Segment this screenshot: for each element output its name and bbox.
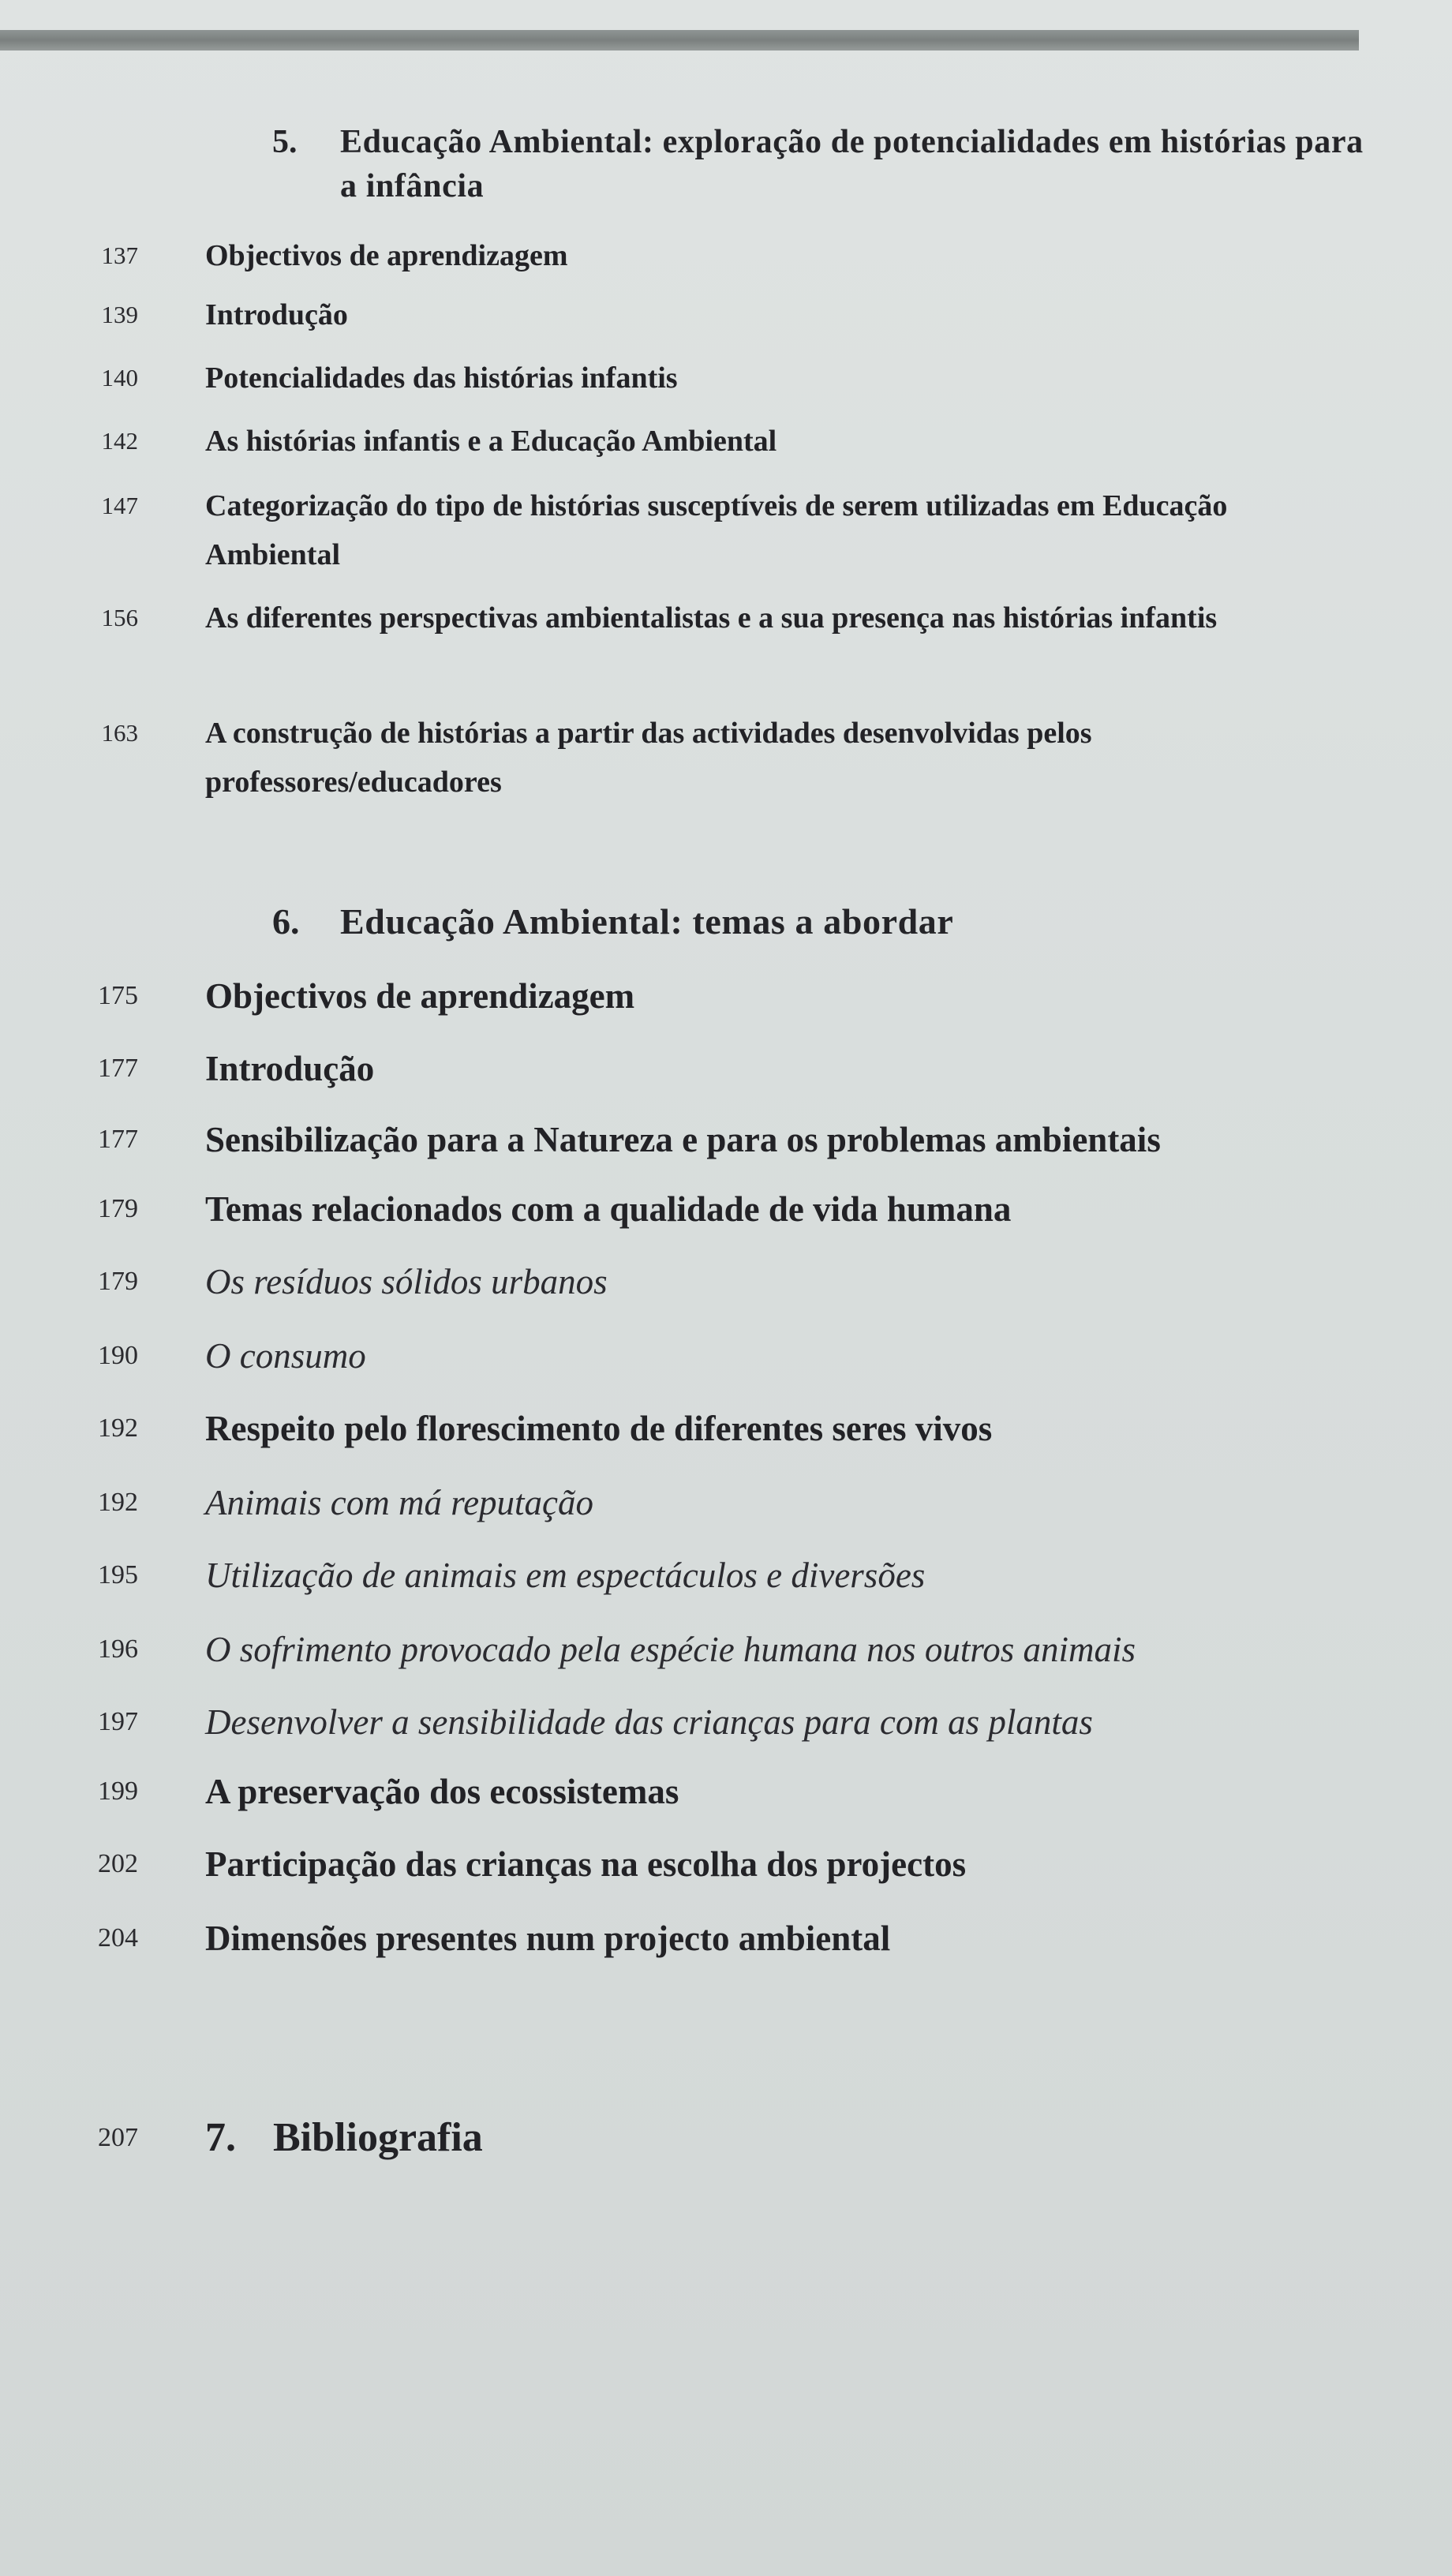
page-number: 179 bbox=[98, 1267, 138, 1296]
entry-title: Objectivos de aprendizagem bbox=[205, 976, 635, 1016]
entry-title: Temas relacionados com a qualidade de vida humana bbox=[205, 1189, 1012, 1229]
entry-title: As histórias infantis e a Educação Ambiental bbox=[205, 425, 777, 458]
page-number: 137 bbox=[101, 242, 138, 269]
page-number: 177 bbox=[98, 1054, 138, 1083]
chapter-number: 5. bbox=[272, 124, 298, 160]
toc-entry bbox=[0, 972, 1452, 1020]
entry-subtitle: Animais com má reputação bbox=[205, 1483, 594, 1522]
page-number: 192 bbox=[98, 1413, 138, 1443]
chapter-6-heading bbox=[272, 900, 1377, 944]
entry-subtitle: Desenvolver a sensibilidade das crianças para com as plantas bbox=[205, 1702, 1093, 1742]
entry-subtitle: O consumo bbox=[205, 1336, 366, 1376]
toc-entry bbox=[0, 290, 1452, 339]
page-number: 197 bbox=[98, 1707, 138, 1736]
chapter-5-heading bbox=[272, 120, 1377, 208]
page-number: 196 bbox=[98, 1634, 138, 1664]
toc-entry bbox=[0, 1116, 1452, 1163]
page-number: 190 bbox=[98, 1341, 138, 1370]
toc-entry bbox=[0, 1185, 1452, 1233]
page-number: 139 bbox=[101, 301, 138, 328]
toc-entry bbox=[0, 481, 1452, 579]
page-number: 199 bbox=[98, 1777, 138, 1806]
entry-title: A construção de histórias a partir das actividades desenvolvidas pelos professores/educadores bbox=[205, 717, 1092, 799]
entry-title: Sensibilização para a Natureza e para os problemas ambientais bbox=[205, 1120, 1161, 1159]
toc-entry bbox=[0, 1552, 1452, 1599]
entry-title: Introdução bbox=[205, 298, 348, 331]
toc-entry bbox=[0, 231, 1452, 280]
toc-entry bbox=[0, 417, 1452, 466]
entry-title: A preservação dos ecossistemas bbox=[205, 1772, 679, 1811]
entry-subtitle: Os resíduos sólidos urbanos bbox=[205, 1262, 608, 1301]
page-number: 175 bbox=[98, 981, 138, 1010]
entry-title: Introdução bbox=[205, 1049, 375, 1088]
toc-entry bbox=[0, 1045, 1452, 1092]
page-number: 156 bbox=[101, 604, 138, 631]
toc-entry bbox=[0, 1768, 1452, 1815]
toc-entry bbox=[0, 1332, 1452, 1380]
page-number: 177 bbox=[98, 1125, 138, 1154]
page-number: 207 bbox=[98, 2123, 138, 2152]
toc-entry bbox=[0, 354, 1452, 402]
page-number: 202 bbox=[98, 1849, 138, 1878]
entry-title: Participação das crianças na escolha dos projectos bbox=[205, 1844, 967, 1884]
chapter-title: Educação Ambiental: exploração de potencialidades em histórias para a infância bbox=[340, 124, 1364, 204]
entry-subtitle: O sofrimento provocado pela espécie humana nos outros animais bbox=[205, 1630, 1136, 1669]
toc-entry bbox=[0, 1840, 1452, 1888]
page-number: 140 bbox=[101, 364, 138, 391]
chapter-title: Bibliografia bbox=[273, 2115, 483, 2160]
entry-title: Respeito pelo florescimento de diferentes seres vivos bbox=[205, 1409, 993, 1448]
entry-title: As diferentes perspectivas ambientalistas e a sua presença nas histórias infantis bbox=[205, 601, 1218, 635]
page-number: 142 bbox=[101, 427, 138, 455]
chapter-7-heading bbox=[0, 2110, 1452, 2166]
page-number: 179 bbox=[98, 1194, 138, 1223]
chapter-number: 7. bbox=[205, 2115, 236, 2160]
chapter-title: Educação Ambiental: temas a abordar bbox=[340, 901, 954, 942]
page-number: 163 bbox=[101, 719, 138, 747]
entry-subtitle: Utilização de animais em espectáculos e diversões bbox=[205, 1556, 926, 1595]
toc-entry bbox=[0, 1479, 1452, 1526]
toc-entry bbox=[0, 1405, 1452, 1452]
toc-entry bbox=[0, 593, 1452, 642]
page-number: 195 bbox=[98, 1560, 138, 1589]
page-number: 204 bbox=[98, 1923, 138, 1953]
chapter-number: 6. bbox=[272, 901, 300, 942]
toc-entry bbox=[0, 709, 1452, 807]
entry-title: Objectivos de aprendizagem bbox=[205, 239, 568, 272]
entry-title: Potencialidades das histórias infantis bbox=[205, 361, 678, 395]
entry-title: Categorização do tipo de histórias susceptíveis de serem utilizadas em Educação Ambiental bbox=[205, 489, 1228, 571]
toc-entry bbox=[0, 1915, 1452, 1962]
toc-entry bbox=[0, 1698, 1452, 1746]
toc-entry bbox=[0, 1258, 1452, 1305]
page-number: 192 bbox=[98, 1488, 138, 1517]
entry-title: Dimensões presentes num projecto ambiental bbox=[205, 1919, 891, 1958]
page-number: 147 bbox=[101, 492, 138, 519]
toc-entry bbox=[0, 1626, 1452, 1673]
